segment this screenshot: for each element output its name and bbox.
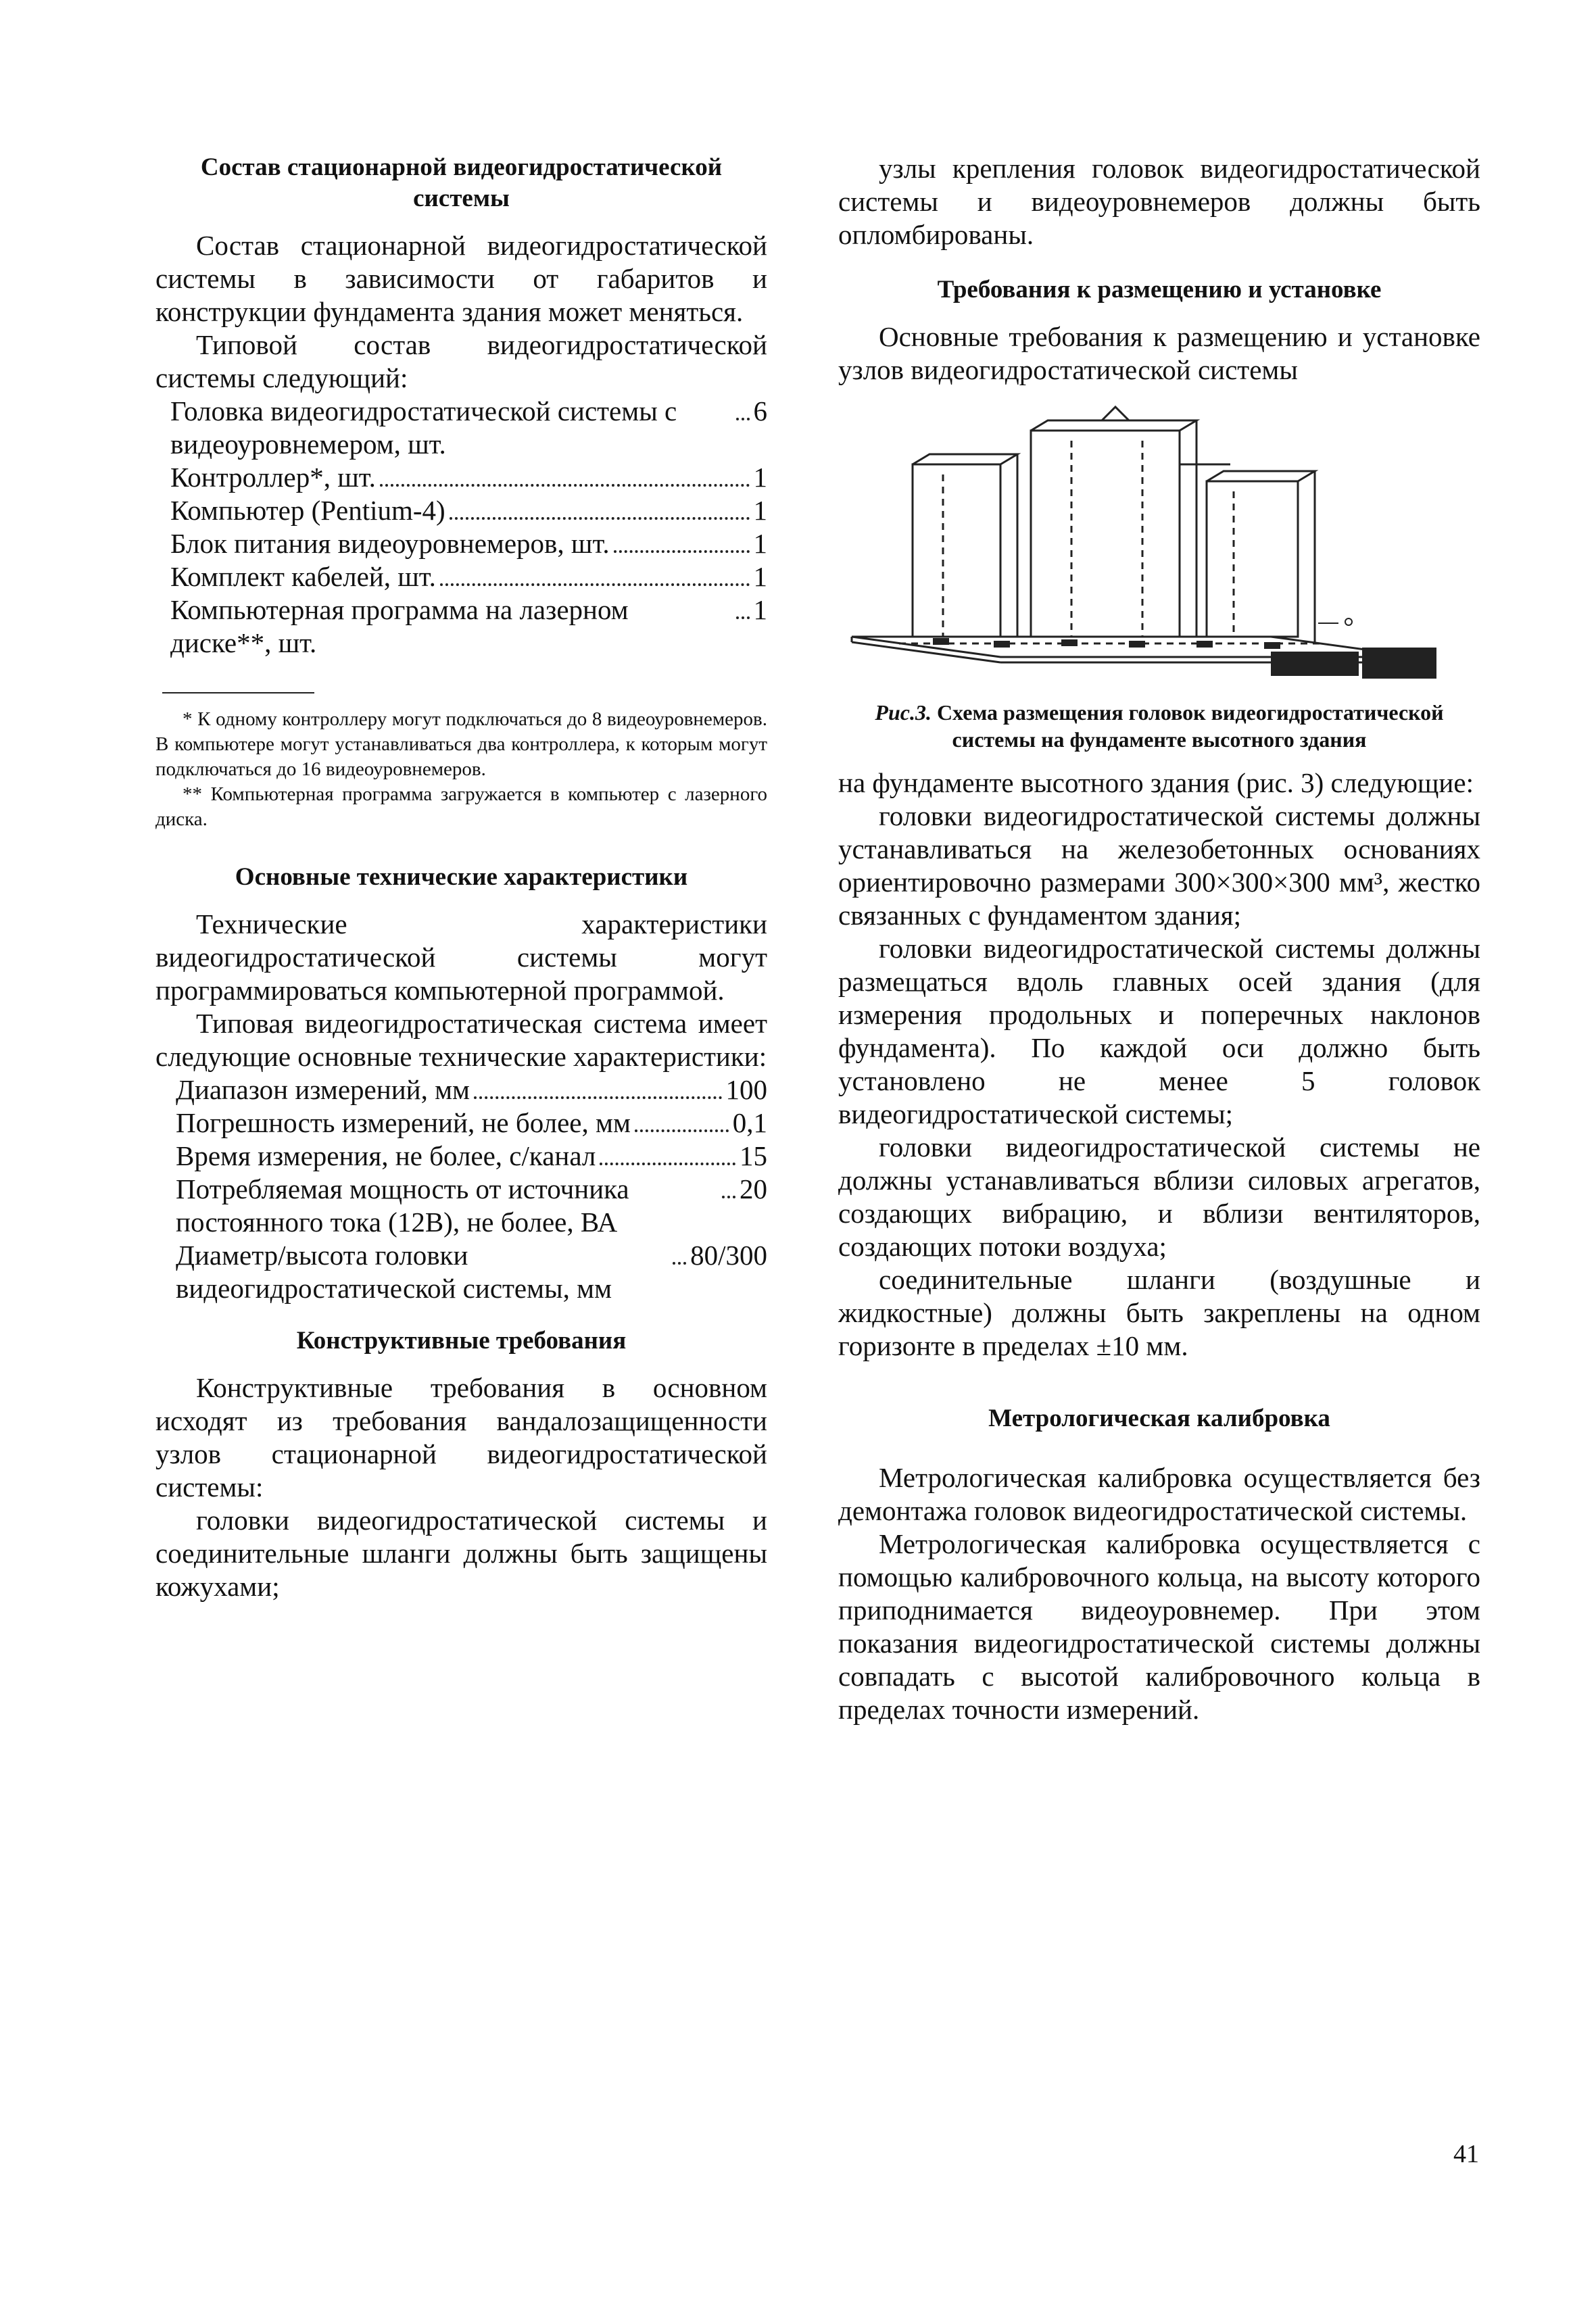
list-item bbox=[170, 395, 767, 461]
paragraph: Конструктивные требования в основном исходят из требования вандалозащищенности узлов стационарной видеогидростатической системы: bbox=[155, 1372, 767, 1503]
item-value: 0,1 bbox=[732, 1107, 767, 1138]
item-label: Погрешность измерений, не более, мм bbox=[176, 1107, 631, 1138]
item-label: Комплект кабелей, шт. bbox=[170, 561, 436, 592]
paragraph: головки видеогидростатической системы и соединительные шланги должны быть защищены кожухами; bbox=[155, 1505, 767, 1602]
list-item bbox=[176, 1106, 767, 1140]
building-scheme-drawing bbox=[838, 400, 1447, 684]
paragraph: Метрологическая калибровка осуществляется с помощью калибровочного кольца, на высоту которого приподнимается видеоуровнемер. При этом показания видеогидростатической системы должны совпадать с высотой калибровочного кольца в пределах точности измерений. bbox=[838, 1528, 1480, 1725]
item-label: Время измерения, не более, с/канал bbox=[176, 1140, 596, 1171]
page-number: 41 bbox=[1453, 2140, 1479, 2168]
footnote: * К одному контроллеру могут подключаться до 8 видеоуровнемеров. В компьютере могут устанавливаться два контроллера, к которым могут подключаться до 16 видеоуровнемеров. bbox=[155, 708, 767, 780]
paragraph: Типовой состав видеогидростатической системы следующий: bbox=[155, 329, 767, 393]
paragraph: Технические характеристики видеогидростатической системы могут программироваться компьютерной программой. bbox=[155, 908, 767, 1006]
figure-caption bbox=[838, 699, 1480, 753]
composition-list bbox=[155, 395, 767, 660]
paragraph: головки видеогидростатической системы должны размещаться вдоль главных осей здания (для измерения продольных и поперечных наклонов фундамента). По каждой оси должно быть установлено не менее 5 головок видеогидростатической системы; bbox=[838, 933, 1480, 1129]
list-item bbox=[170, 461, 767, 494]
item-label: Блок питания видеоуровнемеров, шт. bbox=[170, 528, 610, 559]
item-label: Контроллер*, шт. bbox=[170, 462, 376, 493]
paragraph: Состав стационарной видеогидростатической системы в зависимости от габаритов и конструкции фундамента здания может меняться. bbox=[155, 230, 767, 327]
item-value: 20 bbox=[740, 1173, 767, 1204]
item-label: Потребляемая мощность от источника постоянного тока (12В), не более, ВА bbox=[176, 1173, 629, 1238]
footnote: ** Компьютерная программа загружается в компьютер с лазерного диска. bbox=[155, 783, 767, 830]
characteristics-list bbox=[155, 1073, 767, 1305]
paragraph: узлы крепления головок видеогидростатической системы и видеоуровнемеров должны быть опломбированы. bbox=[838, 153, 1480, 250]
item-value: 1 bbox=[753, 528, 767, 559]
item-label: Диапазон измерений, мм bbox=[176, 1074, 470, 1105]
list-item bbox=[170, 593, 767, 660]
left-column bbox=[155, 152, 767, 1603]
list-item bbox=[176, 1239, 767, 1305]
item-value: 1 bbox=[753, 594, 767, 625]
section-heading-characteristics: Основные технические характеристики bbox=[235, 863, 688, 891]
list-item bbox=[170, 494, 767, 527]
item-value: 1 bbox=[753, 462, 767, 493]
item-label: Головка видеогидростатической системы с видеоуровнемером, шт. bbox=[170, 395, 677, 460]
right-column bbox=[838, 152, 1480, 1726]
paragraph: Типовая видеогидростатическая система имеет следующие основные технические характеристики: bbox=[155, 1008, 767, 1072]
paragraph: на фундаменте высотного здания (рис. 3) следующие: bbox=[838, 767, 1474, 798]
item-value: 15 bbox=[740, 1140, 767, 1171]
figure-label: Рис.3. bbox=[875, 700, 932, 725]
paragraph: соединительные шланги (воздушные и жидкостные) должны быть закреплены на одном горизонте в пределах ±10 мм. bbox=[838, 1264, 1480, 1361]
paragraph: Основные требования к размещению и установке узлов видеогидростатической системы bbox=[838, 321, 1480, 385]
item-value: 6 bbox=[753, 395, 767, 427]
paragraph: Метрологическая калибровка осуществляется без демонтажа головок видеогидростатической системы. bbox=[838, 1462, 1480, 1526]
footnote-divider bbox=[162, 692, 314, 693]
section-heading-placement: Требования к размещению и установке bbox=[937, 276, 1382, 303]
item-value: 1 bbox=[753, 495, 767, 526]
list-item bbox=[176, 1073, 767, 1106]
item-label: Диаметр/высота головки видеогидростатической системы, мм bbox=[176, 1240, 612, 1304]
figure-placement-scheme bbox=[838, 400, 1480, 684]
list-item bbox=[170, 527, 767, 560]
item-label: Компьютер (Pentium-4) bbox=[170, 495, 445, 526]
section-heading-composition: Состав стационарной видеогидростатической системы bbox=[200, 153, 723, 212]
item-value: 80/300 bbox=[690, 1240, 767, 1271]
list-item bbox=[176, 1173, 767, 1239]
list-item bbox=[170, 560, 767, 593]
figure-caption-text: Схема размещения головок видеогидростатической системы на фундаменте высотного здания bbox=[936, 700, 1444, 752]
section-heading-design: Конструктивные требования bbox=[296, 1327, 627, 1355]
item-value: 100 bbox=[725, 1074, 767, 1105]
item-label: Компьютерная программа на лазерном диске**, шт. bbox=[170, 594, 629, 658]
list-item bbox=[176, 1140, 767, 1173]
paragraph: головки видеогидростатической системы не должны устанавливаться вблизи силовых агрегатов, создающих вибрацию, и вблизи вентиляторов, создающих потоки воздуха; bbox=[838, 1131, 1480, 1262]
item-value: 1 bbox=[753, 561, 767, 592]
section-heading-calibration: Метрологическая калибровка bbox=[988, 1405, 1330, 1432]
paragraph: головки видеогидростатической системы должны устанавливаться на железобетонных основаниях ориентировочно размерами 300×300×300 мм³, жестко связанных с фундаментом здания; bbox=[838, 800, 1480, 931]
